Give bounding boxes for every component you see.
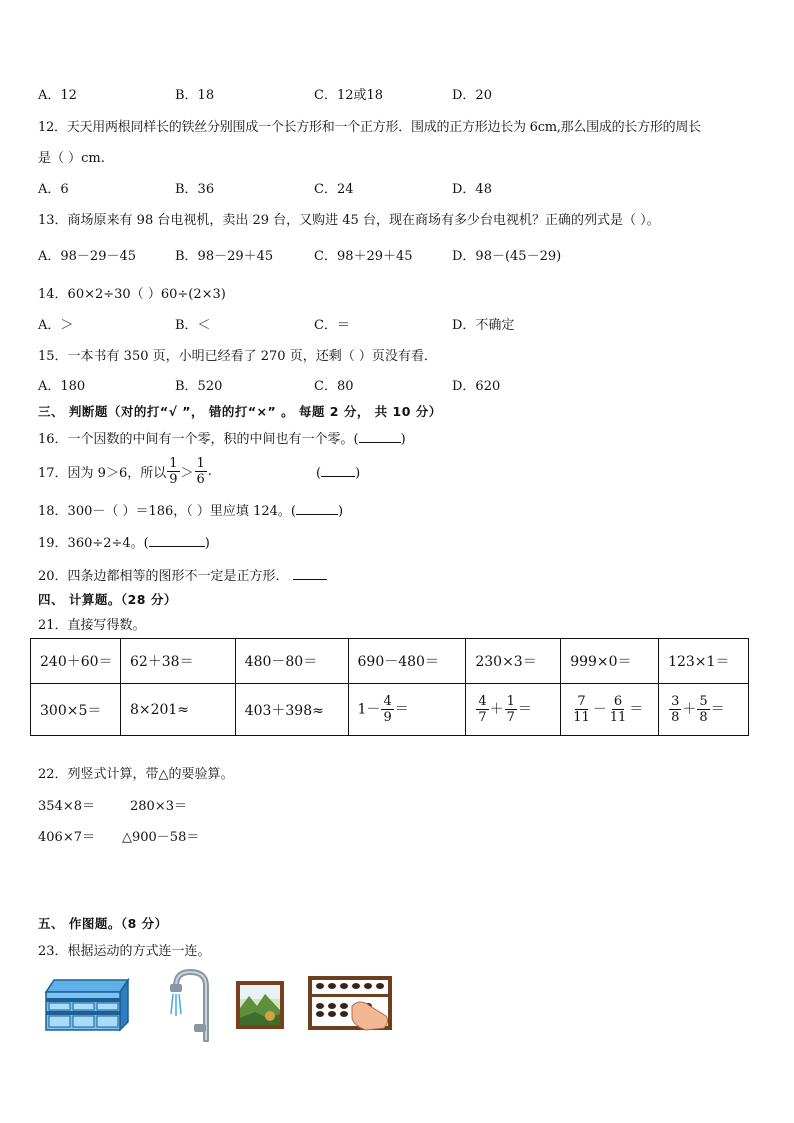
q13-option-b[interactable]: B．98－29＋45: [175, 249, 274, 264]
q18-item: [38, 500, 343, 519]
q20-text: 20．四条边都相等的图形不一定是正方形．: [38, 569, 289, 584]
q16-answer-blank[interactable]: [359, 430, 401, 443]
q13-option-c[interactable]: C．98＋29＋45: [314, 249, 413, 264]
drawer-cabinet-picture[interactable]: [42, 978, 130, 1032]
q12-option-c[interactable]: C．24: [314, 182, 354, 197]
section5-title: 五、 作图题。（8 分）: [38, 916, 168, 931]
calc-cell[interactable]: 1－ $\frac{4}{9}$ ＝: [348, 684, 466, 736]
q12-option-d[interactable]: D．48: [452, 182, 492, 197]
q17-item: [38, 452, 212, 490]
calc-cell[interactable]: 480－80＝: [235, 639, 348, 684]
table-row: [31, 684, 749, 736]
q19-answer-blank[interactable]: [149, 534, 205, 547]
q14-option-a[interactable]: A．＞: [38, 318, 74, 333]
q22-stem: 22．列竖式计算，带△的要验算。: [38, 767, 234, 782]
q16-item: [38, 428, 406, 447]
q21-stem: 21．直接写得数。: [38, 618, 146, 633]
q14-option-d[interactable]: D．不确定: [452, 318, 515, 333]
q20-item: [38, 565, 327, 584]
q19-close: ): [204, 536, 210, 551]
q15-stem: 15．一本书有 350 页，小明已经看了 270 页，还剩（ ）页没有看．: [38, 349, 437, 364]
q22-item-1: 354×8＝: [38, 799, 95, 814]
q12-stem-line2: 是（ ）cm.: [38, 151, 105, 166]
q14-option-b[interactable]: B．＜: [175, 318, 211, 333]
q13-option-a[interactable]: A．98－29－45: [38, 249, 137, 264]
calc-cell[interactable]: 999×0＝: [561, 639, 659, 684]
q17-answer-blank[interactable]: [321, 464, 355, 477]
q16-text: 16．一个因数的中间有一个零，积的中间也有一个零。(: [38, 432, 359, 447]
q22-item-4: △900－58＝: [122, 830, 200, 845]
q11-option-a[interactable]: A．12: [38, 88, 77, 103]
q12-stem-line1: 12．天天用两根同样长的铁丝分别围成一个长方形和一个正方形．围成的正方形边长为 6cm,那么围成的长方形的周长: [38, 120, 701, 135]
calc-cell[interactable]: 8×201≈: [120, 684, 235, 736]
q17-gt: ＞: [180, 465, 194, 481]
calc-cell[interactable]: $\frac{7}{11}$ － $\frac{6}{11}$ ＝: [561, 684, 659, 736]
calc-cell[interactable]: 123×1＝: [659, 639, 749, 684]
q11-option-d[interactable]: D．20: [452, 88, 492, 103]
calc-cell[interactable]: 62＋38＝: [120, 639, 235, 684]
q19-text: 19．360÷2÷4。(: [38, 536, 149, 551]
table-row: [31, 639, 749, 684]
calc-cell[interactable]: 240＋60＝: [31, 639, 121, 684]
q17-fraction-1: $\frac{1}{9}$: [169, 455, 178, 487]
q14-option-c[interactable]: C．＝: [314, 318, 350, 333]
q19-item: [38, 532, 210, 551]
q15-option-a[interactable]: A．180: [38, 379, 86, 394]
q15-option-c[interactable]: C．80: [314, 379, 354, 394]
q16-close: ): [400, 432, 406, 447]
calc-cell[interactable]: 300×5＝: [31, 684, 121, 736]
q13-option-d[interactable]: D．98－(45－29): [452, 249, 562, 264]
q12-option-b[interactable]: B．36: [175, 182, 215, 197]
q12-option-a[interactable]: A．6: [38, 182, 69, 197]
q15-option-b[interactable]: B．520: [175, 379, 223, 394]
q17-answer: ( ): [316, 466, 361, 481]
q14-stem: 14．60×2÷30（ ）60÷(2×3): [38, 287, 226, 302]
calc-cell[interactable]: 403＋398≈: [235, 684, 348, 736]
q17-fraction-2: $\frac{1}{6}$: [196, 455, 205, 487]
q13-stem: 13．商场原来有 98 台电视机，卖出 29 台，又购进 45 台，现在商场有多少台电视机？正确的列式是（ ）。: [38, 213, 660, 228]
q23-stem: 23．根据运动的方式连一连。: [38, 944, 211, 959]
calc-cell[interactable]: $\frac{3}{8}$ ＋ $\frac{5}{8}$ ＝: [659, 684, 749, 736]
calc-table: [30, 638, 749, 736]
q11-option-b[interactable]: B．18: [175, 88, 215, 103]
framed-picture[interactable]: [235, 980, 285, 1030]
q17-end: .: [207, 463, 212, 479]
q17-prefix: 17．因为 9＞6，所以: [38, 465, 167, 481]
q18-text: 18．300－（ ）＝186，（ ）里应填 124。(: [38, 504, 296, 519]
q15-option-d[interactable]: D．620: [452, 379, 501, 394]
calc-cell[interactable]: 230×3＝: [466, 639, 561, 684]
calc-cell[interactable]: $\frac{4}{7}$ ＋ $\frac{1}{7}$ ＝: [466, 684, 561, 736]
q22-item-3: 406×7＝: [38, 830, 95, 845]
section3-title: 三、 判断题（对的打“√ ”， 错的打“×” 。 每题 2 分， 共 10 分）: [38, 404, 442, 419]
q11-option-c[interactable]: C．12或18: [314, 88, 384, 103]
q20-answer-blank[interactable]: [293, 567, 327, 580]
calc-cell[interactable]: 690－480＝: [348, 639, 466, 684]
abacus-picture[interactable]: [308, 976, 392, 1034]
q22-item-2: 280×3＝: [130, 799, 187, 814]
section4-title: 四、 计算题。（28 分）: [38, 592, 177, 607]
faucet-picture[interactable]: [162, 968, 216, 1042]
q18-answer-blank[interactable]: [296, 502, 338, 515]
q18-close: ): [337, 504, 344, 519]
